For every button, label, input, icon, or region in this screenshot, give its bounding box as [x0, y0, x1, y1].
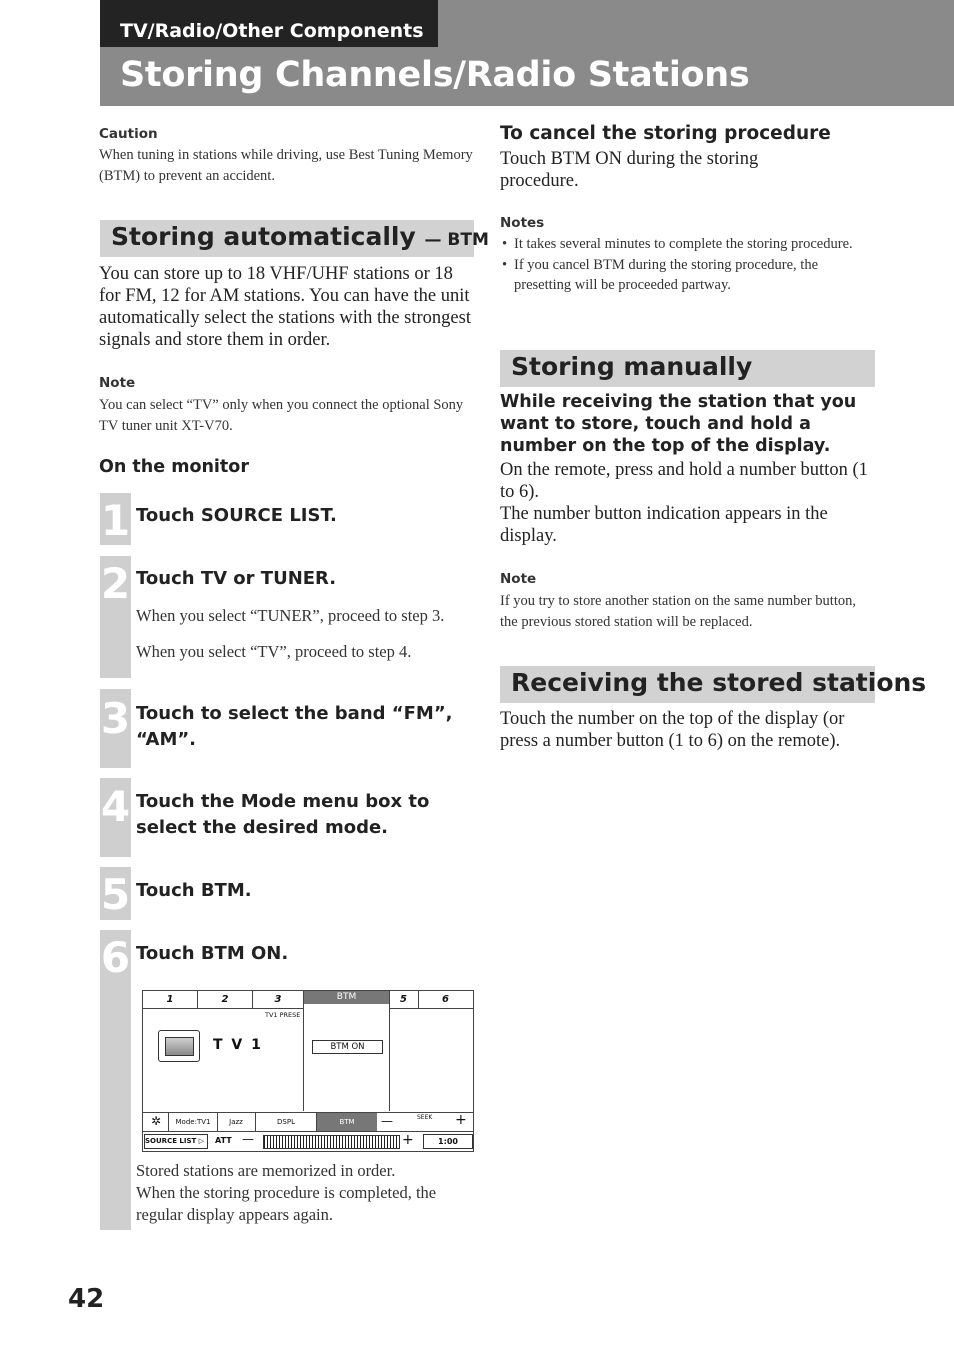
caution-text: When tuning in stations while driving, use Best Tuning Memory (BTM) to prevent an accident. [99, 147, 473, 184]
tv-icon [158, 1030, 200, 1062]
section-label: TV/Radio/Other Components [120, 20, 424, 42]
tv-preset-label: TV1 PRESE [265, 1011, 301, 1019]
notes-list [500, 234, 870, 296]
step-6-number: 6 [100, 933, 131, 982]
on-monitor-heading: On the monitor [99, 457, 249, 477]
receiving-section-heading [500, 666, 927, 703]
tv-source-label: T V 1 [213, 1037, 263, 1053]
step-3-title-line-2: “AM”. [136, 729, 197, 750]
step-3-number: 3 [100, 694, 131, 743]
page-title: Storing Channels/Radio Stations [120, 55, 750, 95]
receiving-heading-text: Receiving the stored stations [511, 668, 927, 697]
notes-heading: Notes [500, 215, 545, 231]
step-2-line-1: When you select “TUNER”, proceed to step 3. [136, 606, 445, 625]
step-6-after-2: When the storing procedure is completed, the regular display appears again. [136, 1183, 437, 1224]
btm-popup [303, 991, 390, 1111]
manual-bold-instruction: While receiving the station that you want to store, touch and hold a number on the top of the display. [500, 392, 857, 456]
cancel-heading: To cancel the storing procedure [500, 123, 831, 144]
volume-plus-button[interactable]: + [402, 1132, 414, 1148]
manual-note-text: If you try to store another station on the same number button, the previous stored station will be replaced. [500, 593, 856, 630]
screen-control-row-2 [143, 1131, 473, 1151]
step-2-number: 2 [100, 559, 131, 608]
preset-button-1[interactable]: 1 [143, 991, 198, 1009]
btm-on-button[interactable]: BTM ON [312, 1040, 383, 1054]
step-4-title-line-1: Touch the Mode menu box to [136, 791, 430, 812]
auto-heading-main: Storing automatically [111, 222, 416, 251]
step-3-title-line-1: Touch to select the band “FM”, [136, 703, 453, 724]
manual-heading-text: Storing manually [511, 352, 753, 381]
step-4-title-line-2: select the desired mode. [136, 817, 388, 838]
auto-note-text: You can select “TV” only when you connect the optional Sony TV tuner unit XT-V70. [99, 397, 464, 434]
seek-label: SEEK [417, 1114, 433, 1121]
step-4-number: 4 [100, 782, 131, 831]
step-1-title: Touch SOURCE LIST. [136, 505, 337, 526]
volume-minus-button[interactable]: — [242, 1132, 254, 1146]
mode-menu-box[interactable]: Mode:TV1 [168, 1113, 218, 1131]
device-screen-illustration [142, 990, 474, 1152]
step-5-number: 5 [100, 870, 131, 919]
jazz-button[interactable]: Jazz [217, 1113, 256, 1131]
seek-minus-button[interactable]: — [381, 1114, 393, 1128]
step-1-number: 1 [100, 496, 131, 545]
screen-control-row-1 [143, 1112, 473, 1131]
settings-gear-icon[interactable]: ✲ [150, 1114, 162, 1128]
auto-heading-sub: — BTM [424, 230, 489, 250]
auto-section-heading [100, 220, 489, 257]
step-6-after-1: Stored stations are memorized in order. [136, 1161, 396, 1180]
preset-button-5[interactable]: 5 [388, 991, 419, 1009]
seek-plus-button[interactable]: + [455, 1112, 467, 1128]
manual-section-heading [500, 350, 875, 387]
cancel-text: Touch BTM ON during the storing procedure. [500, 149, 759, 191]
caution-heading: Caution [99, 126, 158, 142]
volume-meter[interactable] [263, 1135, 400, 1149]
btm-button[interactable]: BTM [317, 1113, 377, 1131]
preset-button-2[interactable]: 2 [198, 991, 253, 1009]
notes-item: • If you cancel BTM during the storing procedure, the presetting will be proceeded partway. [500, 255, 870, 296]
step-6-title: Touch BTM ON. [136, 943, 289, 964]
preset-button-6[interactable]: 6 [418, 991, 473, 1009]
step-5-title: Touch BTM. [136, 880, 252, 901]
btm-popup-title: BTM [304, 991, 389, 1004]
manual-text-2: The number button indication appears in the display. [500, 504, 828, 546]
preset-button-3[interactable]: 3 [253, 991, 304, 1009]
step-2-title: Touch TV or TUNER. [136, 568, 337, 589]
manual-note-heading: Note [500, 571, 537, 587]
receiving-text: Touch the number on the top of the display (or press a number button (1 to 6) on the remote). [500, 709, 845, 751]
clock-display: 1:00 [423, 1134, 473, 1149]
page-number: 42 [68, 1284, 105, 1314]
notes-item: • It takes several minutes to complete the storing procedure. [500, 234, 870, 255]
source-list-button[interactable]: SOURCE LIST ▷ [144, 1134, 208, 1149]
manual-text-1: On the remote, press and hold a number button (1 to 6). [500, 460, 868, 502]
auto-section-body: You can store up to 18 VHF/UHF stations or 18 for FM, 12 for AM stations. You can have the unit automatically select the stations with the strongest signals and store them in order. [99, 264, 471, 350]
step-2-line-2: When you select “TV”, proceed to step 4. [136, 642, 412, 661]
dspl-button[interactable]: DSPL [256, 1113, 317, 1131]
auto-note-heading: Note [99, 375, 136, 391]
att-button[interactable]: ATT [215, 1136, 232, 1145]
